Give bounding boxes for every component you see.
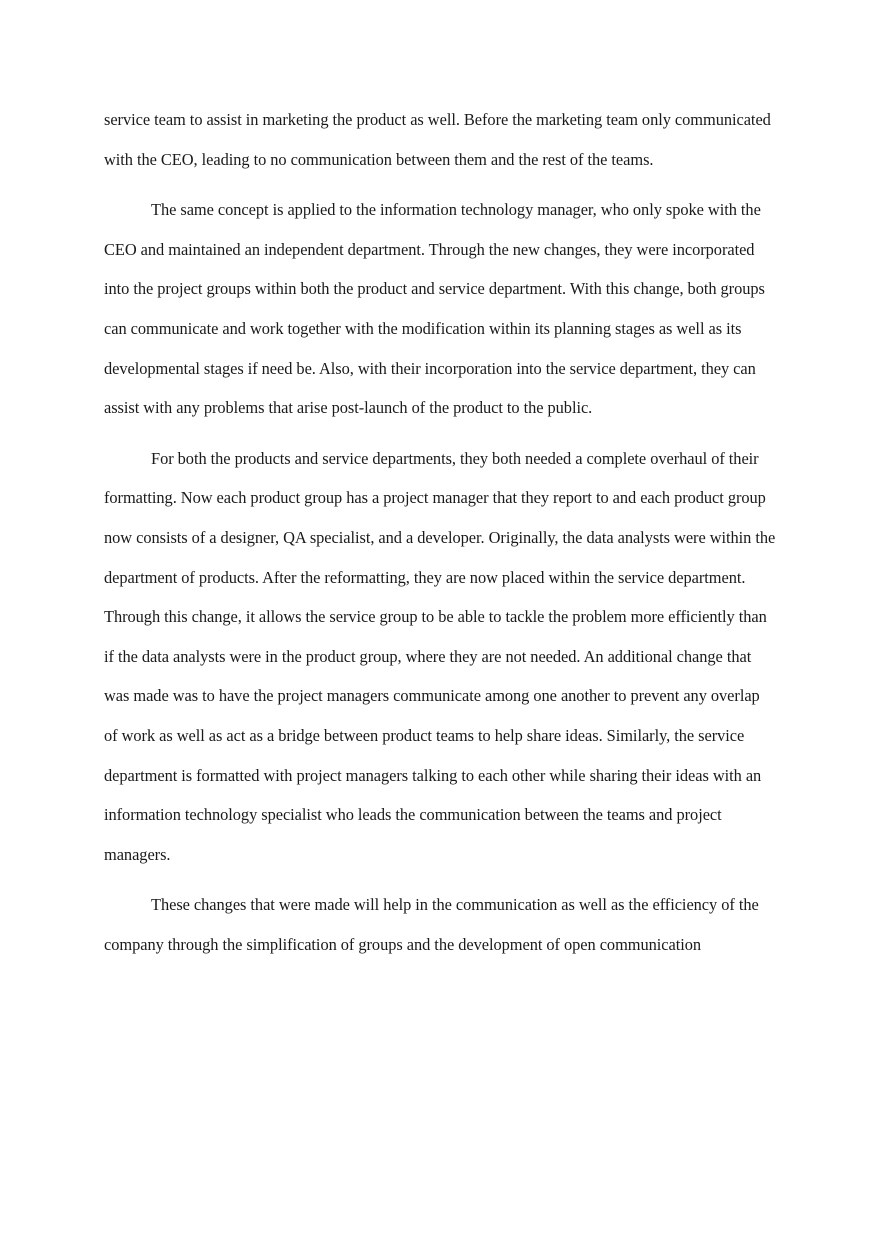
- paragraph-departments: For both the products and service departments, they both needed a complete overhaul of their formatting. Now each product group has a project manager that they report to and each product group now consists of a designer, QA specialist, and a developer. Originally, the data analysts were within the department of products. After the reformatting, they are now placed within the service department. Through this change, it allows the service group to be able to tackle the problem more efficiently than if the data analysts were in the product group, where they are not needed. An additional change that was made was to have the project managers communicate among one another to prevent any overlap of work as well as act as a bridge between product teams to help share ideas. Similarly, the service department is formatted with project managers talking to each other while sharing their ideas with an information technology specialist who leads the communication between the teams and project managers.: [104, 448, 776, 864]
- paragraph-continuation: service team to assist in marketing the product as well. Before the marketing team only communicated with the CEO, leading to no communication between them and the rest of the teams.: [104, 110, 771, 169]
- paragraph-conclusion: These changes that were made will help in the communication as well as the efficiency of the company through the simplification of groups and the development of open communication: [104, 895, 759, 954]
- paragraph-it-manager: The same concept is applied to the information technology manager, who only spoke with the CEO and maintained an independent department. Through the new changes, they were incorporated into the project groups within both the product and service department. With this change, both groups can communicate and work together with the modification within its planning stages as well as its developmental stages if need be. Also, with their incorporation into the service department, they can assist with any problems that arise post-launch of the product to the public.: [104, 200, 765, 418]
- document-body: [104, 100, 776, 975]
